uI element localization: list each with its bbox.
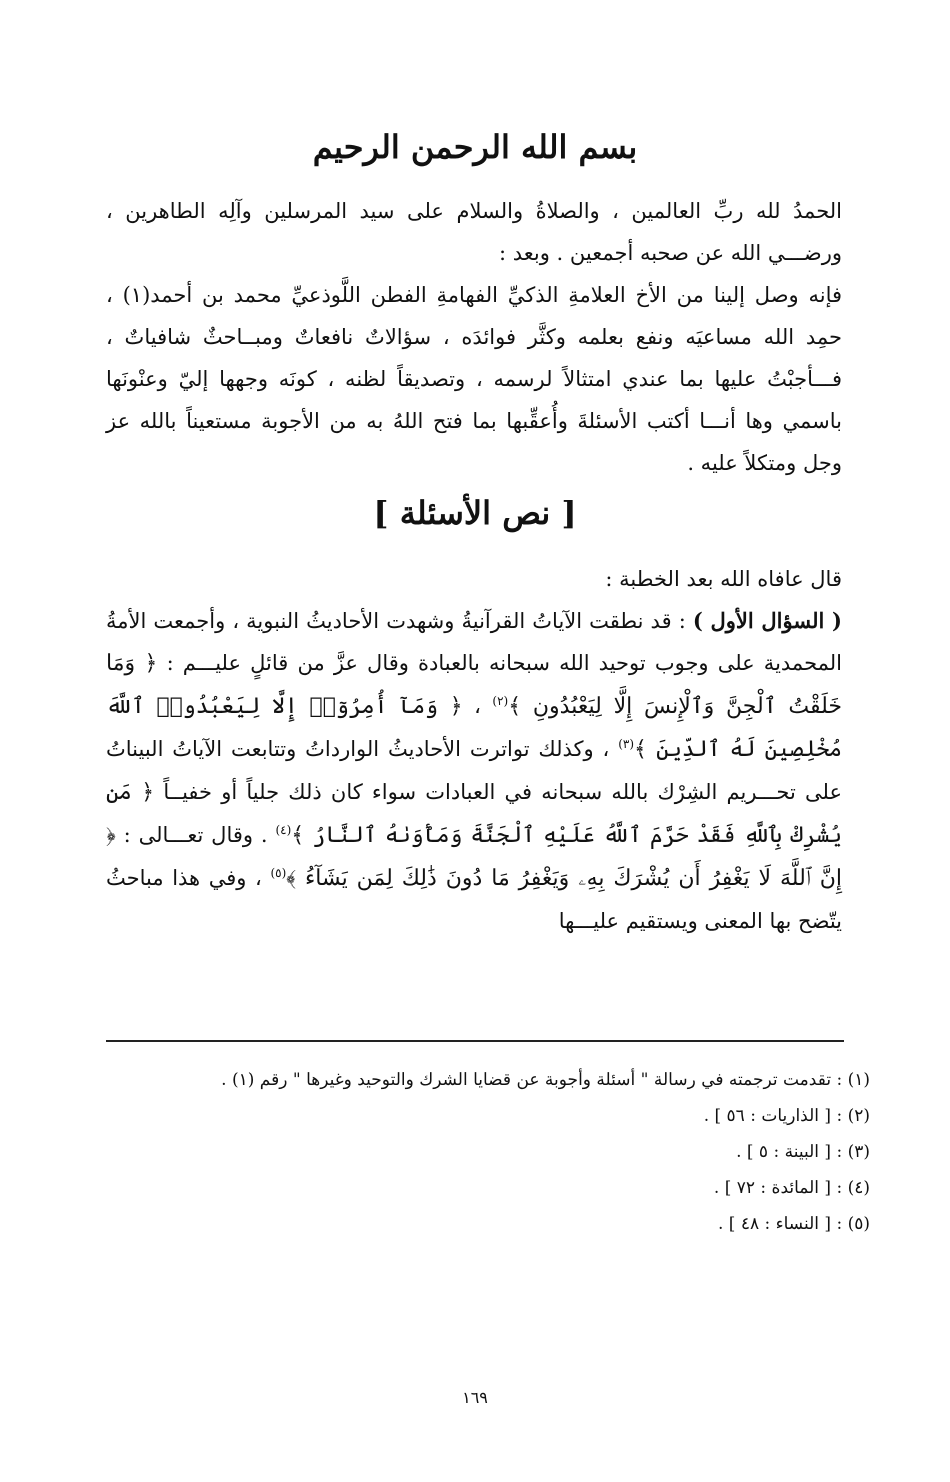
basmala-heading: بسم الله الرحمن الرحيم <box>312 128 638 166</box>
page-number: ١٦٩ <box>462 1388 488 1407</box>
question-1-text-b: ، وكذلك تواترت الأحاديثُ الوارداتُ وتتابعت الآياتُ البيناتُ على تحـــريم الشِرْك بالله سبحانه في العبادات سواء كان ذلك جلياً أو خفيــاً <box>106 737 842 804</box>
separator-1: ، <box>462 694 493 718</box>
footnote-3: (٣) : [ البينة : ٥ ] . <box>736 1142 870 1162</box>
questions-intro-line: قال عافاه الله بعد الخطبة : <box>605 567 842 591</box>
footnotes-section <box>90 1062 870 1242</box>
footnote-5: (٥) : [ النساء : ٤٨ ] . <box>717 1214 870 1234</box>
footnote-ref-5: (٥) <box>270 866 287 880</box>
question-1-text-c: . وقال تعـــالى : <box>115 823 276 847</box>
quran-verse-4: ﴿ إِنَّ ٱللَّهَ لَا يَغْفِرُ أَن يُشْرَكَ بِهِۦ وَيَغْفِرُ مَا دُونَ ذَٰلِكَ لِمَن يَشَآءُ ﴾ <box>106 823 843 891</box>
question-1-text-a: : قد نطقت الآياتُ القرآنيةُ وشهدت الأحاديثُ النبوية ، وأجمعت الأمةُ المحمدية على وجوب توحيد الله سبحانه بالعبادة وقال عزَّ من قائلٍ عليـــم : <box>106 609 843 675</box>
footnote-2: (٢) : [ الذاريات : ٥٦ ] . <box>703 1106 870 1126</box>
footnote-4: (٤) : [ المائدة : ٧٢ ] . <box>713 1178 870 1198</box>
question-1-paragraph <box>106 600 842 942</box>
footnote-divider <box>106 1040 844 1042</box>
footnote-ref-3: (٣) <box>618 737 635 751</box>
question-1-label: ( السؤال الأول ) <box>692 608 842 633</box>
footnote-1: (١) : تقدمت ترجمته في رسالة " أسئلة وأجوبة عن قضايا الشرك والتوحيد وغيرها " رقم (١) . <box>221 1070 870 1090</box>
section-title: [ نص الأسئلة ] <box>373 494 577 532</box>
questions-section <box>106 558 842 942</box>
intro-paragraph-2: فإنه وصل إلينا من الأخ العلامةِ الذكيِّ الفهامةِ الفطن اللَّوذعيِّ محمد بن أحمد(١) ، حمِد الله مساعيَه ونفع بعلمه وكثَّر فوائدَه ، سؤالاتٌ نافعاتٌ ومبــاحثٌ شافياتٌ ، فـــأجبْتُ عليها بما عندي امتثالاً لرسمه ، وتصديقاً لظنه ، كونَه وجهها إليّ وعنْونَها باسمي وها أنـــا أكتب الأسئلةَ وأُعقِّبها بما فتح اللهُ به من الأجوبة مستعيناً بالله عز وجل ومتكلاً عليه . <box>106 283 843 475</box>
question-1-text-d: ، وفي هذا مباحثُ يتّضح بها المعنى ويستقيم عليـــها <box>106 866 842 933</box>
footnote-ref-4: (٤) <box>275 823 292 837</box>
intro-paragraph-1: الحمدُ لله ربِّ العالمين ، والصلاةُ والسلام على سيد المرسلين وآلِه الطاهرين ، ورضـــي الله عن صحبه أجمعين . وبعد : <box>106 199 842 265</box>
intro-section <box>106 190 842 484</box>
quran-verse-3: ﴿ مَن يُشْرِكْ بِٱللَّهِ فَقَدْ حَرَّمَ ٱللَّهُ عَلَيْهِ ٱلْجَنَّةَ وَمَأْوَىٰهُ ٱلنَّارُ ﴾ <box>106 780 842 848</box>
footnote-ref-2: (٢) <box>492 694 509 708</box>
quran-verse-2: ﴿ وَمَآ أُمِرُوٓا۟ إِلَّا لِيَعْبُدُوا۟ ٱللَّهَ مُخْلِصِينَ لَهُ ٱلدِّينَ ﴾ <box>106 694 843 762</box>
quran-verse-1: ﴿ وَمَا خَلَقْتُ ٱلْجِنَّ وَٱلْإِنسَ إِلَّا لِيَعْبُدُونِ ﴾ <box>106 651 842 719</box>
